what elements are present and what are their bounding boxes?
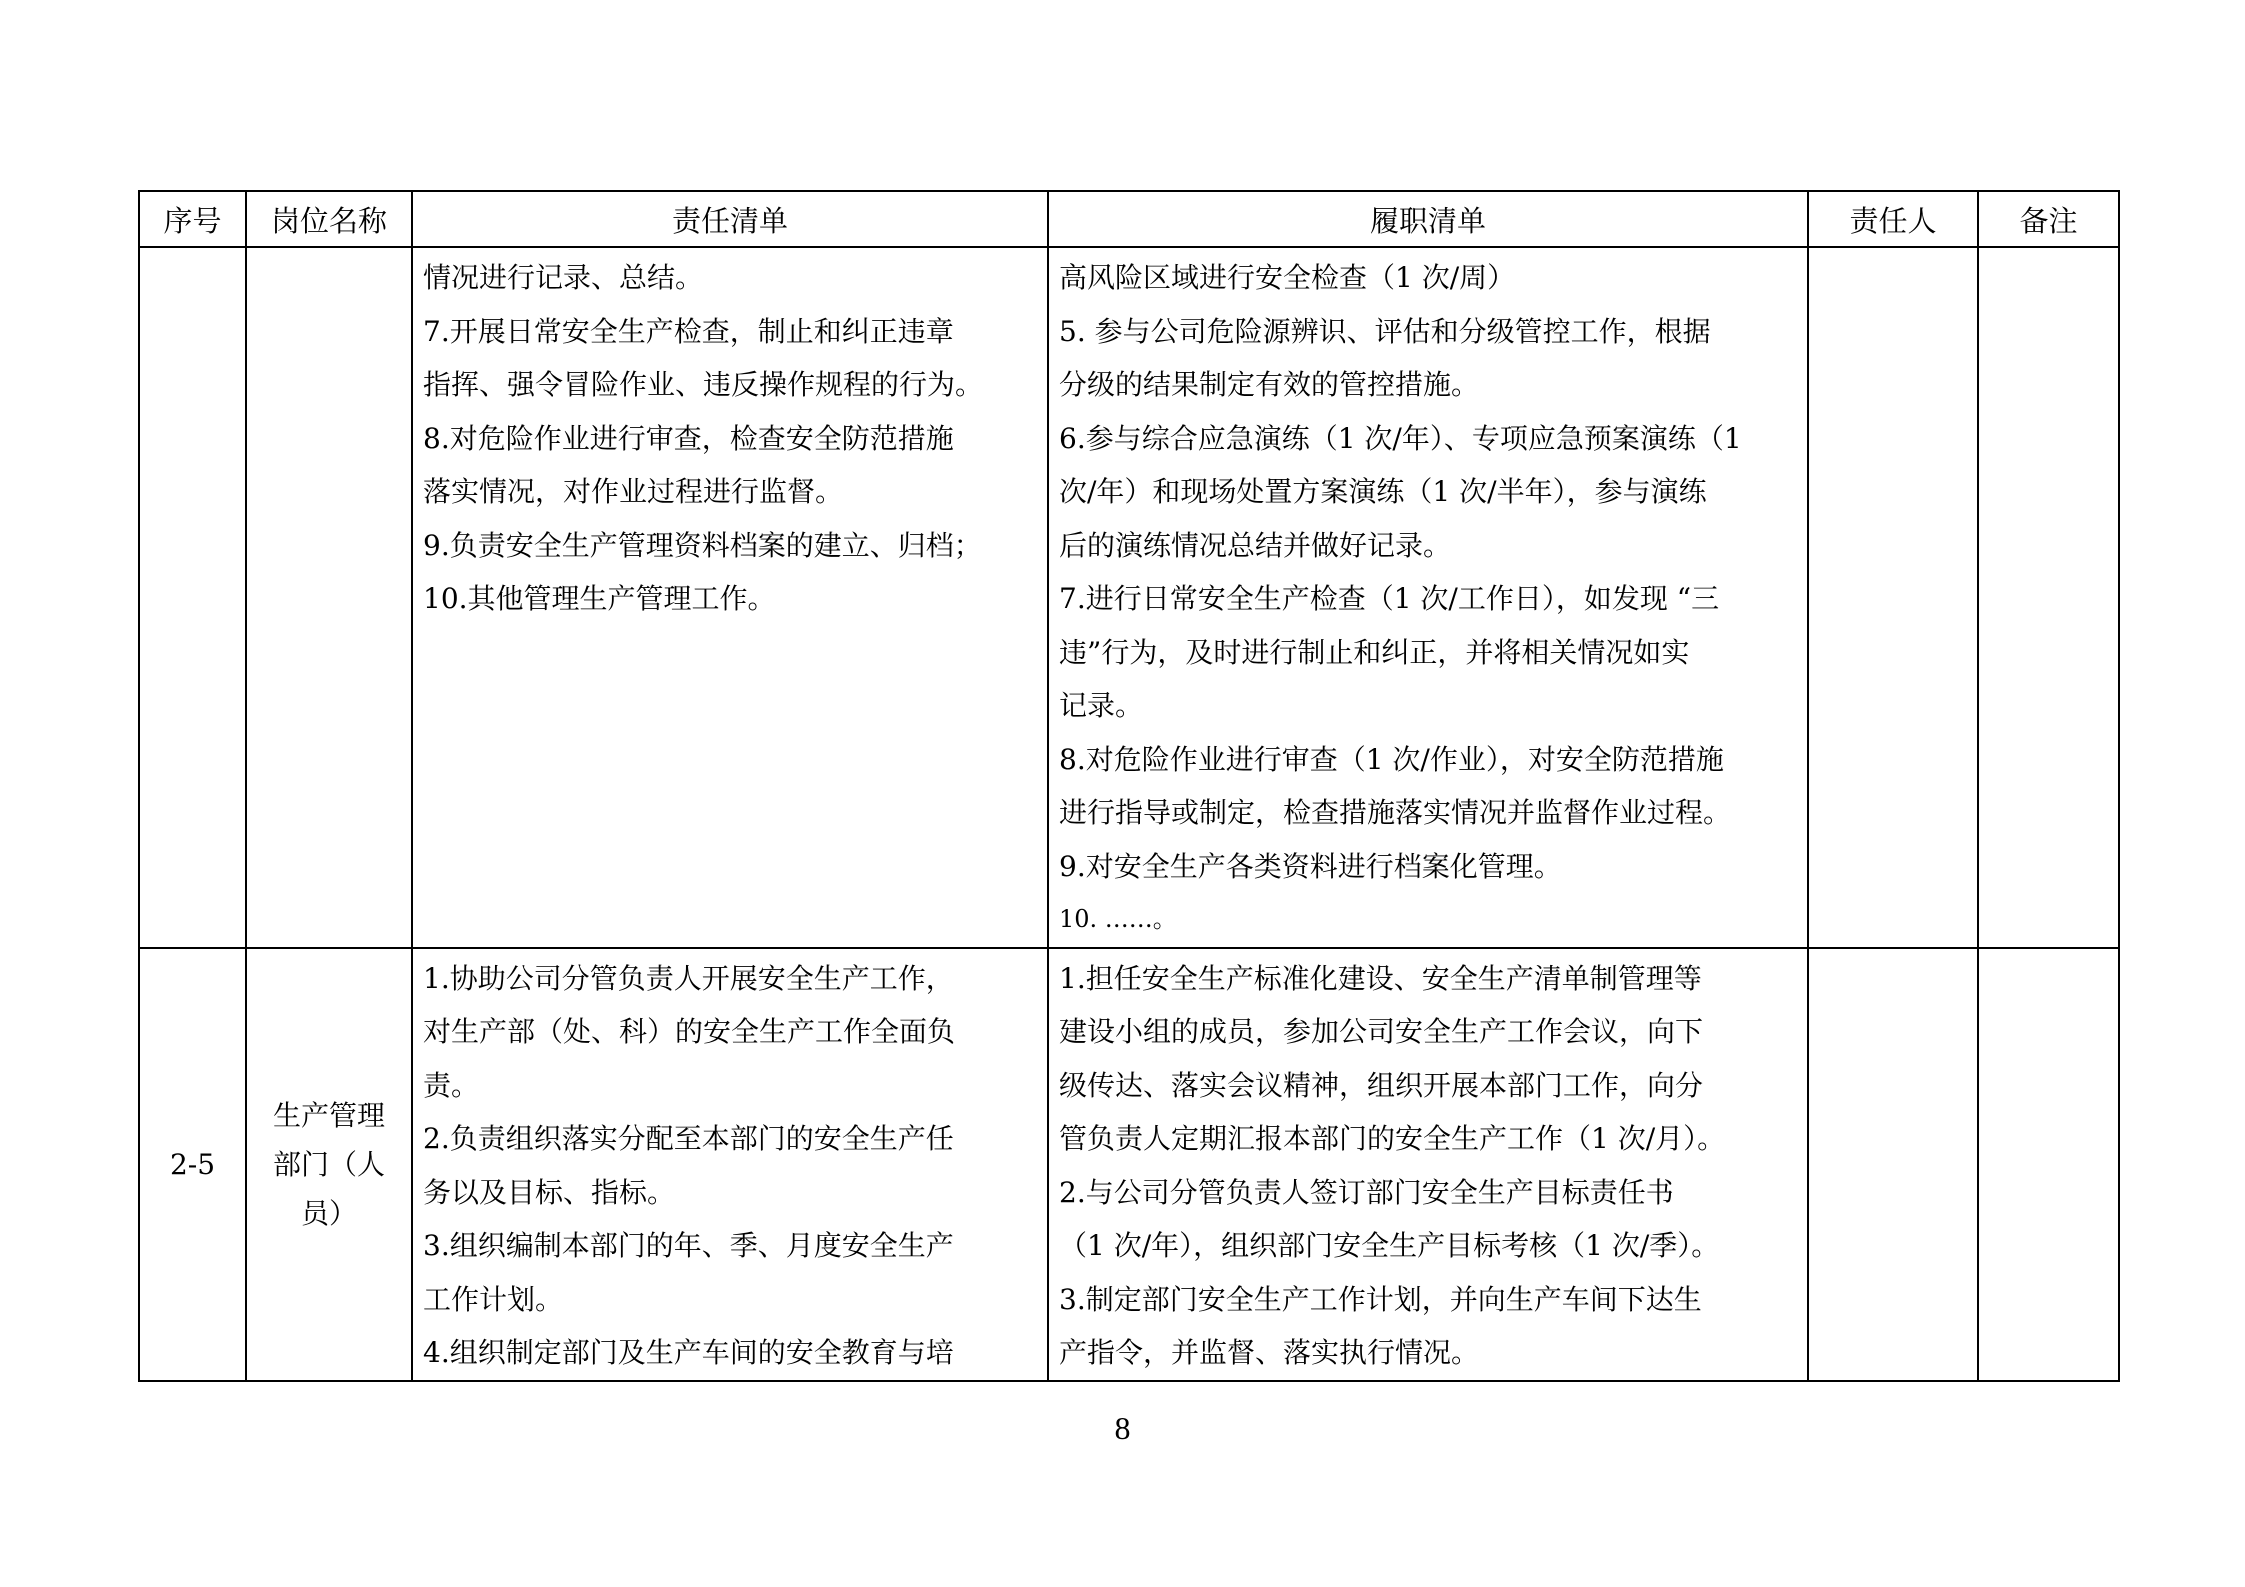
post-line: 部门（人 [272, 1147, 385, 1181]
perform-line: 5. 参与公司危险源辨识、评估和分级管控工作，根据 [1059, 314, 1711, 348]
seq-cell [139, 948, 246, 1381]
table-row [139, 948, 2119, 1381]
note-cell [1978, 247, 2119, 948]
responsibility-table [138, 190, 2120, 1382]
header-perform: 履职清单 [1048, 191, 1808, 247]
note-cell [1978, 948, 2119, 1381]
duty-line: 10.其他管理生产管理工作。 [423, 582, 776, 615]
perform-line: 1.担任安全生产标准化建设、安全生产清单制管理等 [1059, 961, 1702, 995]
perform-line: 次/年）和现场处置方案演练（1 次/半年），参与演练 [1059, 475, 1707, 508]
perform-line: 2.与公司分管负责人签订部门安全生产目标责任书 [1059, 1175, 1674, 1209]
table-row [139, 247, 2119, 948]
perform-cell [1048, 247, 1808, 948]
header-post: 岗位名称 [246, 191, 412, 247]
post-line: 生产管理 [272, 1098, 385, 1132]
perform-cell [1048, 948, 1808, 1381]
post-cell [246, 948, 412, 1381]
duty-line: 对生产部（处、科）的安全生产工作全面负 [423, 1015, 956, 1048]
duty-line: 8.对危险作业进行审查，检查安全防范措施 [423, 421, 954, 455]
perform-line: 违”行为，及时进行制止和纠正，并将相关情况如实 [1059, 635, 1690, 669]
header-duty: 责任清单 [412, 191, 1048, 247]
page-number: 8 [1114, 1410, 1131, 1446]
perform-line: 6.参与综合应急演练（1 次/年）、专项应急预案演练（1 [1059, 421, 1742, 455]
perform-line: 9.对安全生产各类资料进行档案化管理。 [1059, 849, 1562, 883]
person-cell [1808, 948, 1978, 1381]
perform-line: 7.进行日常安全生产检查（1 次/工作日），如发现 “三 [1059, 582, 1720, 615]
perform-line: 3.制定部门安全生产工作计划，并向生产车间下达生 [1059, 1282, 1702, 1316]
duty-line: 指挥、强令冒险作业、违反操作规程的行为。 [423, 368, 984, 401]
duty-line: 9.负责安全生产管理资料档案的建立、归档； [423, 528, 982, 562]
duty-cell [412, 948, 1048, 1381]
duty-line: 工作计划。 [423, 1282, 564, 1316]
duty-line: 7.开展日常安全生产检查，制止和纠正违章 [423, 314, 954, 348]
seq-cell [139, 247, 246, 948]
perform-line: 级传达、落实会议精神，组织开展本部门工作，向分 [1059, 1068, 1704, 1102]
duty-cell [412, 247, 1048, 948]
header-seq: 序号 [139, 191, 246, 247]
perform-line: 10. ……。 [1059, 905, 1177, 933]
post-line: 员） [300, 1196, 357, 1230]
perform-line: 管负责人定期汇报本部门的安全生产工作（1 次/月）。 [1059, 1122, 1726, 1155]
duty-line: 3.组织编制本部门的年、季、月度安全生产 [423, 1229, 954, 1262]
duty-line: 责。 [423, 1068, 480, 1102]
post-cell [246, 247, 412, 948]
table-header-row [139, 191, 2119, 247]
duty-line: 情况进行记录、总结。 [423, 261, 704, 294]
perform-line: 分级的结果制定有效的管控措施。 [1059, 368, 1480, 401]
perform-line: （1 次/年），组织部门安全生产目标考核（1 次/季）。 [1059, 1229, 1720, 1262]
header-note: 备注 [1978, 191, 2119, 247]
perform-line: 后的演练情况总结并做好记录。 [1059, 528, 1452, 562]
perform-line: 产指令，并监督、落实执行情况。 [1059, 1336, 1480, 1369]
perform-line: 建设小组的成员，参加公司安全生产工作会议，向下 [1059, 1015, 1704, 1048]
person-cell [1808, 247, 1978, 948]
perform-line: 8.对危险作业进行审查（1 次/作业），对安全防范措施 [1059, 742, 1724, 776]
header-person: 责任人 [1808, 191, 1978, 247]
seq-value: 2-5 [169, 1147, 216, 1181]
perform-line: 记录。 [1059, 689, 1144, 722]
duty-line: 务以及目标、指标。 [423, 1175, 676, 1209]
perform-line: 进行指导或制定，检查措施落实情况并监督作业过程。 [1059, 796, 1732, 829]
perform-line: 高风险区域进行安全检查（1 次/周） [1059, 261, 1516, 294]
duty-line: 落实情况，对作业过程进行监督。 [423, 475, 844, 508]
duty-line: 2.负责组织落实分配至本部门的安全生产任 [423, 1122, 954, 1155]
duty-line: 4.组织制定部门及生产车间的安全教育与培 [423, 1336, 954, 1369]
duty-line: 1.协助公司分管负责人开展安全生产工作， [423, 961, 954, 995]
